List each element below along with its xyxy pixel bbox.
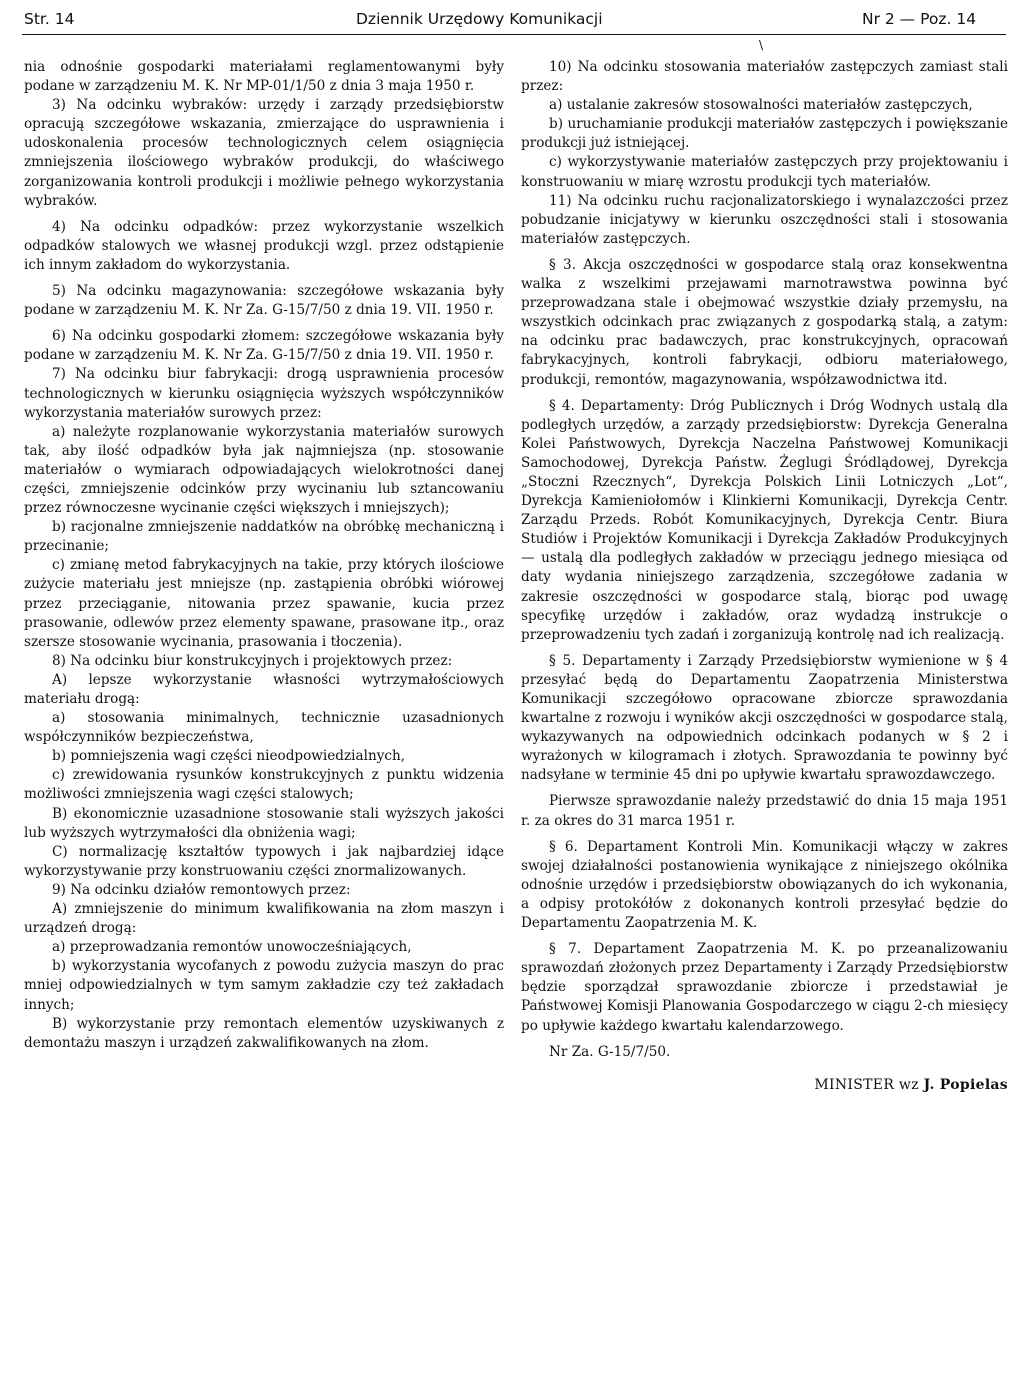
paragraph: § 7. Departament Zaopatrzenia M. K. po przeanalizowaniu sprawozdań złożonych przez Departamenty i Zarządy Przedsiębiorstw będzie sporządzał sprawozdanie zbiorcze i przedstawiał je Państwowej Komisji Planowania Gospodarczego w ciągu 2-ch miesięcy po upływie każdego kwartału kalendarzowego. <box>521 941 1008 1034</box>
paragraph: § 5. Departamenty i Zarządy Przedsiębiorstw wymienione w § 4 przesyłać będą do Departamentu Zaopatrzenia Ministerstwa Komunikacji szczegółowo opracowane zbiorcze sprawozdania kwartalne z rozwoju i wyników akcji oszczędności w gospodarce stalą, wykazywanych na odpowiednich odcinkach podanych w § 2 i wyrażonych w kilogramach i złotych. Sprawozdania te powinny być nadsyłane w terminie 45 dni po upływie kwartału sprawozdawczego. <box>521 652 1008 784</box>
signature-name: J. Popielas <box>923 1076 1008 1093</box>
paragraph: 8) Na odcinku biur konstrukcyjnych i projektowych przez: <box>52 652 453 669</box>
stray-mark: \ <box>759 38 764 52</box>
paragraph: § 4. Departamenty: Dróg Publicznych i Dróg Wodnych ustalą dla podległych urzędów, a zarządy przedsiębiorstw: Dyrekcja Generalna Kolei Państwowych, Dyrekcja Naczelna Państwowej Komunikacji Samochodowej, Dyrekcja Państw. Żeglugi Śródlądowej, Dyrekcja „Stoczni Rzecznych“, Dyrekcja Polskich Linii Lotniczych „Lot“, Dyrekcja Kamieniołomów i Klinkierni Komunikacji, Dyrekcja Centr. Zarządu Przeds. Robót Komunikacyjnych, Dyrekcja Centr. Biura Studiów i Projektów Komunikacji i Dyrekcja Zakładów Produkcyjnych — ustalą dla podległych zakładów w przeciągu jednego miesiąca od daty wydania niniejszego zarządzenia, szczegółowe zadania w zakresie oszczędności w gospodarce stalą, biorąc pod uwagę specyfikę urzędów i zakładów, oraz wydadzą instrukcje o przeprowadzeniu tych zadań i zorganizują kontrolę nad ich realizacją. <box>521 397 1008 643</box>
paragraph: 4) Na odcinku odpadków: przez wykorzystanie wszelkich odpadków stalowych we własnej produkcji wzgl. przez odstąpienie ich innym zakładom do wykorzystania. <box>24 218 504 273</box>
right-column <box>521 58 1008 1095</box>
paragraph: Pierwsze sprawozdanie należy przedstawić do dnia 15 maja 1951 r. za okres do 31 marca 1951 r. <box>521 793 1008 829</box>
paragraph: c) zmianę metod fabrykacyjnych na takie, przy których ilościowe zużycie materiału jest mniejsze (np. zastąpienia obróbki wiórowej przez przeciąganie, nitowania przez spawanie, kucia przez prasowanie, odlewów przez elementy spawane, prasowane itp., oraz szersze stosowanie wycinania, prasowania i tłoczenia). <box>24 557 504 650</box>
paragraph: b) wykorzystania wycofanych z powodu zużycia maszyn do prac mniej odpowiedzialnych w tym samym zakładzie czy też zakładach innych; <box>24 958 504 1013</box>
header-rule <box>22 34 1006 35</box>
paragraph: 7) Na odcinku biur fabrykacji: drogą usprawnienia procesów technologicznych w kierunku osiągnięcia wyższych współczynników wykorzystania materiałów surowych przez: <box>24 366 504 421</box>
paragraph: c) wykorzystywanie materiałów zastępczych przy projektowaniu i konstruowaniu w miarę wzrostu produkcji tych materiałów. <box>521 154 1008 190</box>
paragraph: b) uruchamianie produkcji materiałów zastępczych i powiększanie produkcji już istniejącej. <box>521 116 1008 152</box>
paragraph: a) ustalanie zakresów stosowalności materiałów zastępczych, <box>549 97 973 114</box>
paragraph: a) stosowania minimalnych, technicznie uzasadnionych współczynników bezpieczeństwa, <box>24 710 504 746</box>
paragraph: c) zrewidowania rysunków konstrukcyjnych z punktu widzenia możliwości zmniejszenia wagi części stalowych; <box>24 767 504 803</box>
paragraph: Nr Za. G-15/7/50. <box>549 1043 671 1060</box>
paragraph: § 6. Departament Kontroli Min. Komunikacji włączy w zakres swojej działalności postanowienia wynikające z niniejszego okólnika odnośnie urzędów i przedsiębiorstw obowiązanych do ich wykonania, a odpisy protokółów z dokonanych kontroli przesyłać będzie do Departamentu Zaopatrzenia M. K. <box>521 838 1008 932</box>
paragraph: 3) Na odcinku wybraków: urzędy i zarządy przedsiębiorstw opracują szczegółowe wskazania, zmierzające do usprawnienia i udoskonalenia procesów technologicznych celem osiągnięcia zmniejszenia ilościowego wybraków produkcji, do właściwego zorganizowania kontroli produkcji i możliwie pełnego wykorzystania wybraków. <box>24 97 504 209</box>
paragraph: C) normalizację kształtów typowych i jak najbardziej idące wykorzystywanie przy konstruowaniu części znormalizowanych. <box>24 843 504 879</box>
paragraph: 9) Na odcinku działów remontowych przez: <box>52 881 351 898</box>
paragraph: b) racjonalne zmniejszenie naddatków na obróbkę mechaniczną i przecinanie; <box>24 519 504 555</box>
paragraph: b) pomniejszenia wagi części nieodpowiedzialnych, <box>52 748 406 765</box>
paragraph: § 3. Akcja oszczędności w gospodarce stalą oraz konsekwentna walka z wszelkimi przejawami marnotrawstwa powinna być przeprowadzana stale i obejmować wszystkie działy przemysłu, na wszystkich odcinkach prac związanych z gospodarką stalą, a zatym: na odcinku prac badawczych, prac konstrukcyjnych, opracowań fabrykacyjnych, kontroli fabrykacji, odbioru materiałowego, produkcji, remontów, magazynowania, współzawodnictwa itd. <box>521 256 1008 388</box>
journal-title: Dziennik Urzędowy Komunikacji <box>356 10 603 28</box>
paragraph: B) wykorzystanie przy remontach elementów uzyskiwanych z demontażu maszyn i urządzeń zakwalifikowanych na złom. <box>24 1015 504 1051</box>
paragraph: 5) Na odcinku magazynowania: szczegółowe wskazania były podane w zarządzeniu M. K. Nr Za. G-15/7/50 z dnia 19. VII. 1950 r. <box>24 283 504 319</box>
paragraph: 10) Na odcinku stosowania materiałów zastępczych zamiast stali przez: <box>521 59 1008 95</box>
page-header <box>24 8 1004 34</box>
paragraph: a) przeprowadzania remontów unowocześniających, <box>52 939 412 956</box>
signature <box>521 1076 1008 1095</box>
left-column <box>24 58 504 1053</box>
issue-position: Nr 2 — Poz. 14 <box>862 10 977 28</box>
signature-prefix: MINISTER wz <box>814 1076 924 1093</box>
paragraph: a) należyte rozplanowanie wykorzystania materiałów surowych tak, aby ilość odpadków była jak najmniejsza (np. stosowanie materiałów o wymiarach odpowiadających wielokrotności danej części, zmniejszenie odcinków przy wycinaniu lub sztancowaniu przez równoczesne wycinanie części większych i mniejszych); <box>24 423 504 517</box>
paragraph: nia odnośnie gospodarki materiałami reglamentowanymi były podane w zarządzeniu M. K. Nr MP-01/1/50 z dnia 3 maja 1950 r. <box>24 59 504 95</box>
paragraph: A) lepsze wykorzystanie własności wytrzymałościowych materiału drogą: <box>24 671 504 707</box>
paragraph: 6) Na odcinku gospodarki złomem: szczegółowe wskazania były podane w zarządzeniu M. K. Nr Za. G-15/7/50 z dnia 19. VII. 1950 r. <box>24 328 504 364</box>
page-number: Str. 14 <box>24 10 75 28</box>
paragraph: A) zmniejszenie do minimum kwalifikowania na złom maszyn i urządzeń drogą: <box>24 901 504 937</box>
paragraph: B) ekonomicznie uzasadnione stosowanie stali wyższych jakości lub wyższych wytrzymałości dla obniżenia wagi; <box>24 805 504 841</box>
paragraph: 11) Na odcinku ruchu racjonalizatorskiego i wynalazczości przez pobudzanie inicjatywy w kierunku oszczędności stali i stosowania materiałów zastępczych. <box>521 192 1008 247</box>
